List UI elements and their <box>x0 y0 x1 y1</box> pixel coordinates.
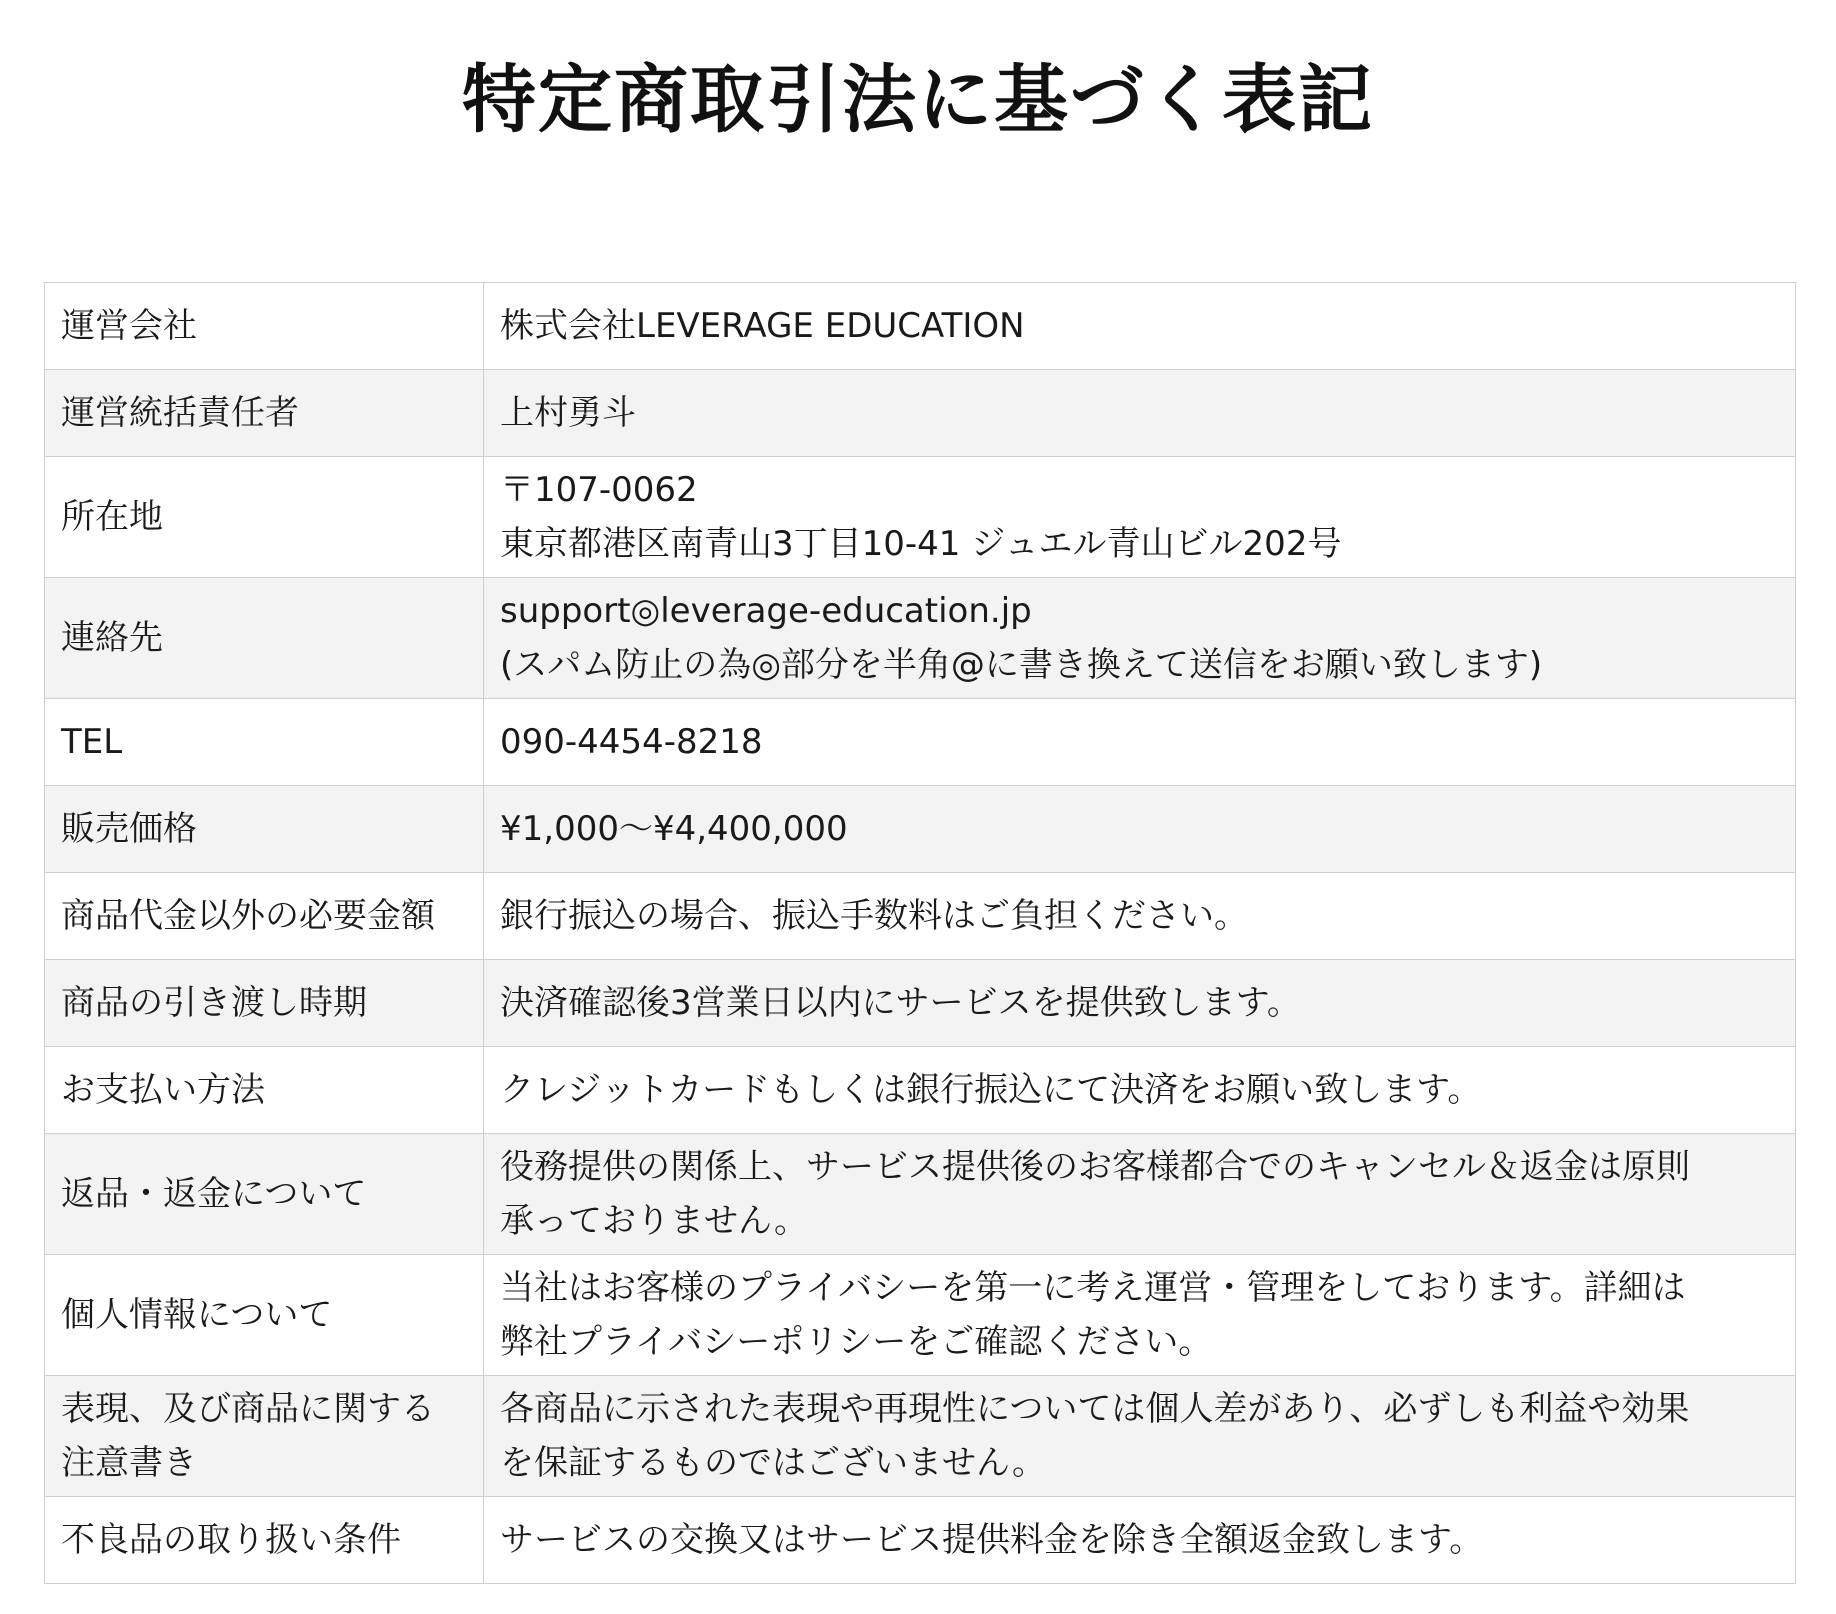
table-row <box>45 283 1796 370</box>
table-row <box>45 873 1796 960</box>
row-label-text: 商品代金以外の必要金額 <box>61 896 435 936</box>
row-value-text: 弊社プライバシーポリシーをご確認ください。 <box>500 1322 1213 1362</box>
row-value-text: 役務提供の関係上、サービス提供後のお客様都合でのキャンセル＆返金は原則 <box>500 1147 1690 1187</box>
row-value <box>484 1497 1796 1584</box>
row-label <box>45 1047 484 1134</box>
table-row <box>45 1255 1796 1376</box>
table-row <box>45 1134 1796 1255</box>
row-value-text: サービスの交換又はサービス提供料金を除き全額返金致します。 <box>500 1520 1484 1560</box>
row-label <box>45 960 484 1047</box>
legal-notice-table <box>44 282 1796 1584</box>
row-value-text: 当社はお客様のプライバシーを第一に考え運営・管理をしております。詳細は <box>500 1268 1686 1308</box>
row-label-text: 運営会社 <box>61 306 197 346</box>
table-row <box>45 457 1796 578</box>
row-value <box>484 699 1796 786</box>
row-label <box>45 457 484 578</box>
row-value <box>484 370 1796 457</box>
row-label <box>45 1376 484 1497</box>
row-label-text: 返品・返金について <box>61 1174 367 1214</box>
row-value <box>484 786 1796 873</box>
row-value-text: 各商品に示された表現や再現性については個人差があり、必ずしも利益や効果 <box>500 1389 1690 1429</box>
row-label-text: 運営統括責任者 <box>61 393 299 433</box>
table-row <box>45 960 1796 1047</box>
row-value-text: 承っておりません。 <box>500 1201 809 1241</box>
row-value <box>484 1134 1796 1255</box>
row-value-text: 上村勇斗 <box>500 393 636 433</box>
row-value-text: を保証するものではございません。 <box>500 1443 1047 1483</box>
row-value-text: 銀行振込の場合、振込手数料はご負担ください。 <box>500 896 1248 936</box>
address-text: 東京都港区南青山3丁目10-41 ジュエル青山ビル202号 <box>500 524 1342 564</box>
row-label-text: 連絡先 <box>61 618 163 658</box>
table-row <box>45 1497 1796 1584</box>
table-row <box>45 1376 1796 1497</box>
row-value <box>484 1047 1796 1134</box>
row-label <box>45 370 484 457</box>
row-label-text: 表現、及び商品に関する <box>61 1389 435 1429</box>
row-label <box>45 1134 484 1255</box>
phone-number-text: 090-4454-8218 <box>500 722 763 762</box>
contact-note-text: (スパム防止の為◎部分を半角@に書き換えて送信をお願い致します) <box>500 645 1543 685</box>
row-value-text: 決済確認後3営業日以内にサービスを提供致します。 <box>500 983 1301 1023</box>
row-label <box>45 1255 484 1376</box>
postal-code-text: 〒107-0062 <box>500 470 698 510</box>
row-label-text: 個人情報について <box>61 1295 333 1335</box>
contact-email-text: support◎leverage-education.jp <box>500 591 1032 631</box>
price-text: ¥1,000〜¥4,400,000 <box>500 809 848 849</box>
table-row <box>45 578 1796 699</box>
row-value <box>484 283 1796 370</box>
row-label <box>45 699 484 786</box>
row-label-text: 販売価格 <box>61 809 197 849</box>
page-title: 特定商取引法に基づく表記 <box>462 57 1374 143</box>
table-row <box>45 786 1796 873</box>
row-label <box>45 578 484 699</box>
row-value <box>484 457 1796 578</box>
row-label <box>45 786 484 873</box>
row-value <box>484 1376 1796 1497</box>
row-label-text: お支払い方法 <box>61 1070 265 1110</box>
table-row <box>45 370 1796 457</box>
row-value-text: 株式会社LEVERAGE EDUCATION <box>500 306 1025 346</box>
row-label-text: 商品の引き渡し時期 <box>61 983 367 1023</box>
row-value <box>484 578 1796 699</box>
row-value <box>484 1255 1796 1376</box>
row-label <box>45 873 484 960</box>
table-row <box>45 699 1796 786</box>
row-value <box>484 960 1796 1047</box>
row-label-text: TEL <box>61 722 123 762</box>
row-label-text: 注意書き <box>61 1443 197 1483</box>
row-value-text: クレジットカードもしくは銀行振込にて決済をお願い致します。 <box>500 1070 1482 1110</box>
row-value <box>484 873 1796 960</box>
row-label-text: 不良品の取り扱い条件 <box>61 1520 401 1560</box>
row-label-text: 所在地 <box>61 497 163 537</box>
table-row <box>45 1047 1796 1134</box>
row-label <box>45 1497 484 1584</box>
row-label <box>45 283 484 370</box>
